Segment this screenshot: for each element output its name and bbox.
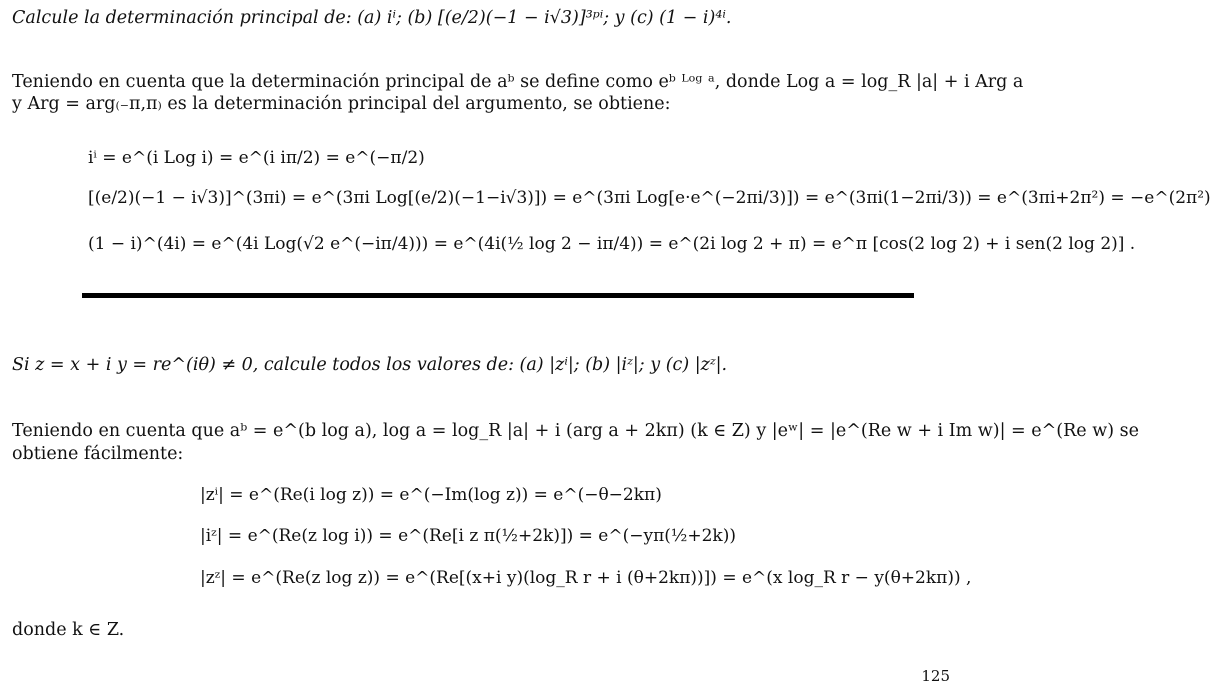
problem1-statement: Calcule la determinación principal de: (a) iⁱ; (b) [(e/2)(−1 − i√3)]³ᵖⁱ; y (c) (1 − i)⁴ⁱ. <box>12 8 732 28</box>
problem1-equation-b: [(e/2)(−1 − i√3)]^(3πi) = e^(3πi Log[(e/2)(−1−i√3)]) = e^(3πi Log[e·e^(−2πi/3)]) = e^(3πi(1−2πi/3)) = e^(3πi+2π²) = −e^(2π²) <box>88 188 1211 208</box>
section-divider <box>82 293 914 298</box>
problem2-equation-b: |iᶻ| = e^(Re(z log i)) = e^(Re[i z π(½+2k)]) = e^(−yπ(½+2k)) <box>200 526 736 546</box>
problem2-intro-line1: Teniendo en cuenta que aᵇ = e^(b log a), log a = log_R |a| + i (arg a + 2kπ) (k ∈ Z) y |eʷ| = |e^(Re w + i Im w)| = e^(Re w) se <box>12 421 1139 441</box>
problem1-equation-a: iⁱ = e^(i Log i) = e^(i iπ/2) = e^(−π/2) <box>88 148 425 168</box>
problem1-equation-c: (1 − i)^(4i) = e^(4i Log(√2 e^(−iπ/4))) = e^(4i(½ log 2 − iπ/4)) = e^(2i log 2 + π) = e^π [cos(2 log 2) + i sen(2 log 2)] . <box>88 234 1136 254</box>
problem2-equation-a: |zⁱ| = e^(Re(i log z)) = e^(−Im(log z)) = e^(−θ−2kπ) <box>200 485 662 505</box>
problem2-statement: Si z = x + i y = re^(iθ) ≠ 0, calcule todos los valores de: (a) |zⁱ|; (b) |iᶻ|; y (c) |zᶻ|. <box>12 355 728 375</box>
problem2-closing: donde k ∈ Z. <box>12 620 125 640</box>
problem1-intro-line2: y Arg = arg₍₋π,π₎ es la determinación principal del argumento, se obtiene: <box>12 94 671 114</box>
problem2-intro-line2: obtiene fácilmente: <box>12 444 184 464</box>
page-number: 125 <box>921 667 950 685</box>
problem1-intro-line1: Teniendo en cuenta que la determinación principal de aᵇ se define como eᵇ ᴸᵒᵍ ᵃ, donde Log a = log_R |a| + i Arg a <box>12 72 1024 92</box>
problem2-equation-c: |zᶻ| = e^(Re(z log z)) = e^(Re[(x+i y)(log_R r + i (θ+2kπ))]) = e^(x log_R r − y(θ+2kπ)) , <box>200 568 972 588</box>
